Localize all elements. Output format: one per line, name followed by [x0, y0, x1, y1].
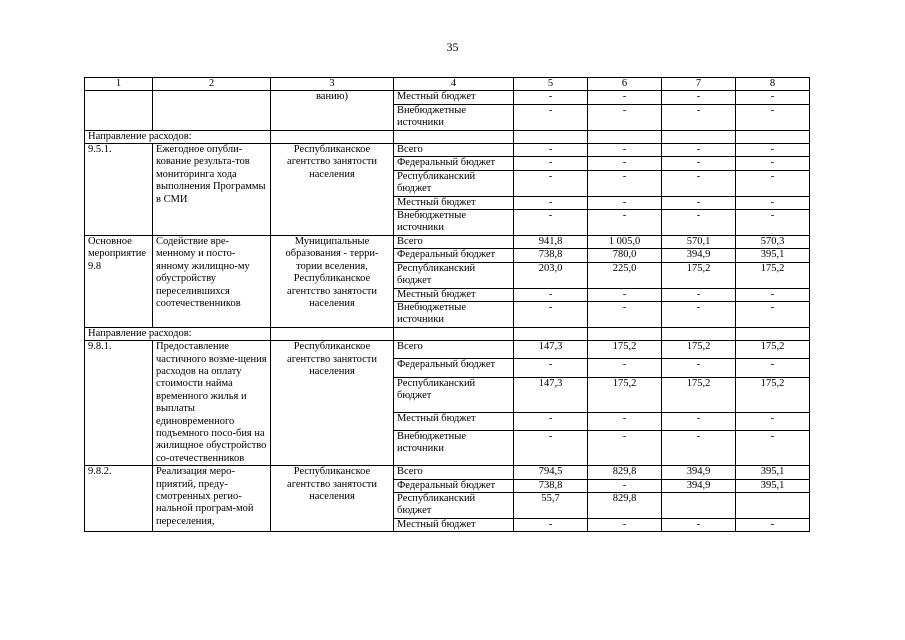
name-cell: Предоставление частичного возме-щения расходов на оплату стоимости найма временного жилья и выплаты единовременного подъемного посо-бия на жилищное обустройство со-отечественников [153, 341, 271, 466]
table-row [85, 466, 810, 479]
section-heading: Направление расходов: [85, 327, 271, 340]
value-cell: - [514, 359, 588, 377]
value-cell: - [662, 301, 736, 327]
section-heading-row [85, 327, 810, 340]
source-cell: Всего [394, 466, 514, 479]
source-cell: Местный бюджет [394, 518, 514, 531]
source-cell: Внебюджетные источники [394, 301, 514, 327]
table-row [85, 235, 810, 248]
source-cell: Внебюджетные источники [394, 104, 514, 130]
value-cell: - [736, 196, 810, 209]
value-cell: - [736, 431, 810, 466]
value-cell: 570,3 [736, 235, 810, 248]
value-cell: 175,2 [662, 377, 736, 412]
value-cell: 147,3 [514, 377, 588, 412]
value-cell: - [662, 157, 736, 170]
executor-cell: ванию) [271, 91, 394, 130]
value-cell: 395,1 [736, 249, 810, 262]
value-cell: - [588, 196, 662, 209]
value-cell: - [514, 170, 588, 196]
value-cell: - [588, 518, 662, 531]
value-cell: 203,0 [514, 262, 588, 288]
value-cell: - [514, 412, 588, 430]
value-cell: 780,0 [588, 249, 662, 262]
source-cell: Местный бюджет [394, 412, 514, 430]
empty-cell [394, 327, 514, 340]
value-cell: - [514, 431, 588, 466]
source-cell: Федеральный бюджет [394, 157, 514, 170]
value-cell: - [514, 196, 588, 209]
header-row [85, 78, 810, 91]
value-cell: - [736, 359, 810, 377]
empty-cell [736, 130, 810, 143]
value-cell: - [514, 157, 588, 170]
value-cell: - [662, 412, 736, 430]
value-cell: 829,8 [588, 493, 662, 519]
value-cell: 175,2 [588, 377, 662, 412]
empty-cell [514, 327, 588, 340]
value-cell: - [736, 210, 810, 236]
page-number: 35 [446, 40, 459, 54]
value-cell: - [514, 104, 588, 130]
name-cell: Ежегодное опубли-кование результа-тов мониторинга хода выполнения Программы в СМИ [153, 144, 271, 236]
source-cell: Местный бюджет [394, 288, 514, 301]
column-header: 3 [271, 78, 394, 91]
column-header: 6 [588, 78, 662, 91]
table-row [85, 144, 810, 157]
source-cell: Федеральный бюджет [394, 479, 514, 492]
source-cell: Республиканский бюджет [394, 170, 514, 196]
value-cell: - [588, 210, 662, 236]
empty-cell [271, 327, 394, 340]
value-cell: - [514, 210, 588, 236]
value-cell [736, 493, 810, 519]
value-cell: - [662, 91, 736, 104]
column-header: 8 [736, 78, 810, 91]
column-header: 1 [85, 78, 153, 91]
source-cell: Республиканский бюджет [394, 377, 514, 412]
value-cell: 941,8 [514, 235, 588, 248]
value-cell: 394,9 [662, 249, 736, 262]
source-cell: Всего [394, 144, 514, 157]
executor-cell: Республиканское агентство занятости населения [271, 341, 394, 466]
value-cell: - [588, 359, 662, 377]
value-cell: - [736, 144, 810, 157]
code-cell: 9.8.1. [85, 341, 153, 466]
value-cell: - [662, 431, 736, 466]
empty-cell [662, 327, 736, 340]
source-cell: Всего [394, 341, 514, 359]
value-cell: 738,8 [514, 249, 588, 262]
value-cell: - [662, 210, 736, 236]
value-cell: - [662, 104, 736, 130]
value-cell: 175,2 [662, 341, 736, 359]
source-cell: Федеральный бюджет [394, 359, 514, 377]
value-cell: - [736, 412, 810, 430]
value-cell: - [736, 104, 810, 130]
empty-cell [588, 130, 662, 143]
value-cell: - [662, 196, 736, 209]
empty-cell [514, 130, 588, 143]
value-cell: - [588, 288, 662, 301]
value-cell: - [662, 518, 736, 531]
value-cell: 175,2 [662, 262, 736, 288]
value-cell: 1 005,0 [588, 235, 662, 248]
value-cell: - [736, 170, 810, 196]
value-cell: 394,9 [662, 479, 736, 492]
section-heading-row [85, 130, 810, 143]
value-cell: - [662, 359, 736, 377]
source-cell: Республиканский бюджет [394, 262, 514, 288]
source-cell: Местный бюджет [394, 91, 514, 104]
executor-cell: Республиканское агентство занятости населения [271, 466, 394, 532]
name-cell: Содействие вре-менному и посто-янному жилищно-му обустройству переселившихся соотечественников [153, 235, 271, 327]
value-cell: - [514, 144, 588, 157]
value-cell: - [662, 170, 736, 196]
value-cell: - [588, 479, 662, 492]
code-cell: Основное мероприятие 9.8 [85, 235, 153, 327]
column-header: 2 [153, 78, 271, 91]
source-cell: Всего [394, 235, 514, 248]
executor-cell: Муниципальные образования - терри-тории вселения, Республиканское агентство занятости населения [271, 235, 394, 327]
value-cell: - [588, 431, 662, 466]
source-cell: Внебюджетные источники [394, 431, 514, 466]
code-cell [85, 91, 153, 130]
executor-cell: Республиканское агентство занятости населения [271, 144, 394, 236]
value-cell: - [514, 301, 588, 327]
code-cell: 9.8.2. [85, 466, 153, 532]
value-cell: 55,7 [514, 493, 588, 519]
value-cell: - [662, 288, 736, 301]
budget-table [84, 77, 810, 532]
empty-cell [662, 130, 736, 143]
value-cell: 570,1 [662, 235, 736, 248]
column-header: 7 [662, 78, 736, 91]
value-cell: - [514, 518, 588, 531]
value-cell: - [736, 288, 810, 301]
table-row [85, 91, 810, 104]
empty-cell [588, 327, 662, 340]
value-cell: 395,1 [736, 466, 810, 479]
source-cell: Местный бюджет [394, 196, 514, 209]
value-cell: - [514, 288, 588, 301]
empty-cell [394, 130, 514, 143]
value-cell: - [514, 91, 588, 104]
code-cell: 9.5.1. [85, 144, 153, 236]
value-cell: - [736, 301, 810, 327]
source-cell: Федеральный бюджет [394, 249, 514, 262]
name-cell: Реализация меро-приятий, преду-смотренных регио-нальной програм-мой переселения, [153, 466, 271, 532]
value-cell: 147,3 [514, 341, 588, 359]
empty-cell [271, 130, 394, 143]
value-cell: 394,9 [662, 466, 736, 479]
column-header: 5 [514, 78, 588, 91]
value-cell: - [588, 91, 662, 104]
name-cell [153, 91, 271, 130]
value-cell: - [588, 104, 662, 130]
value-cell: 175,2 [736, 262, 810, 288]
value-cell: - [588, 412, 662, 430]
value-cell: 175,2 [736, 377, 810, 412]
empty-cell [736, 327, 810, 340]
value-cell: 175,2 [588, 341, 662, 359]
value-cell: 225,0 [588, 262, 662, 288]
value-cell: - [588, 170, 662, 196]
value-cell: - [736, 157, 810, 170]
value-cell: - [662, 144, 736, 157]
value-cell [662, 493, 736, 519]
value-cell: - [736, 91, 810, 104]
value-cell: - [588, 157, 662, 170]
value-cell: 395,1 [736, 479, 810, 492]
value-cell: 175,2 [736, 341, 810, 359]
column-header: 4 [394, 78, 514, 91]
value-cell: - [588, 144, 662, 157]
value-cell: 829,8 [588, 466, 662, 479]
source-cell: Республиканский бюджет [394, 493, 514, 519]
table-row [85, 341, 810, 359]
value-cell: 738,8 [514, 479, 588, 492]
value-cell: - [588, 301, 662, 327]
value-cell: 794,5 [514, 466, 588, 479]
value-cell: - [736, 518, 810, 531]
source-cell: Внебюджетные источники [394, 210, 514, 236]
section-heading: Направление расходов: [85, 130, 271, 143]
